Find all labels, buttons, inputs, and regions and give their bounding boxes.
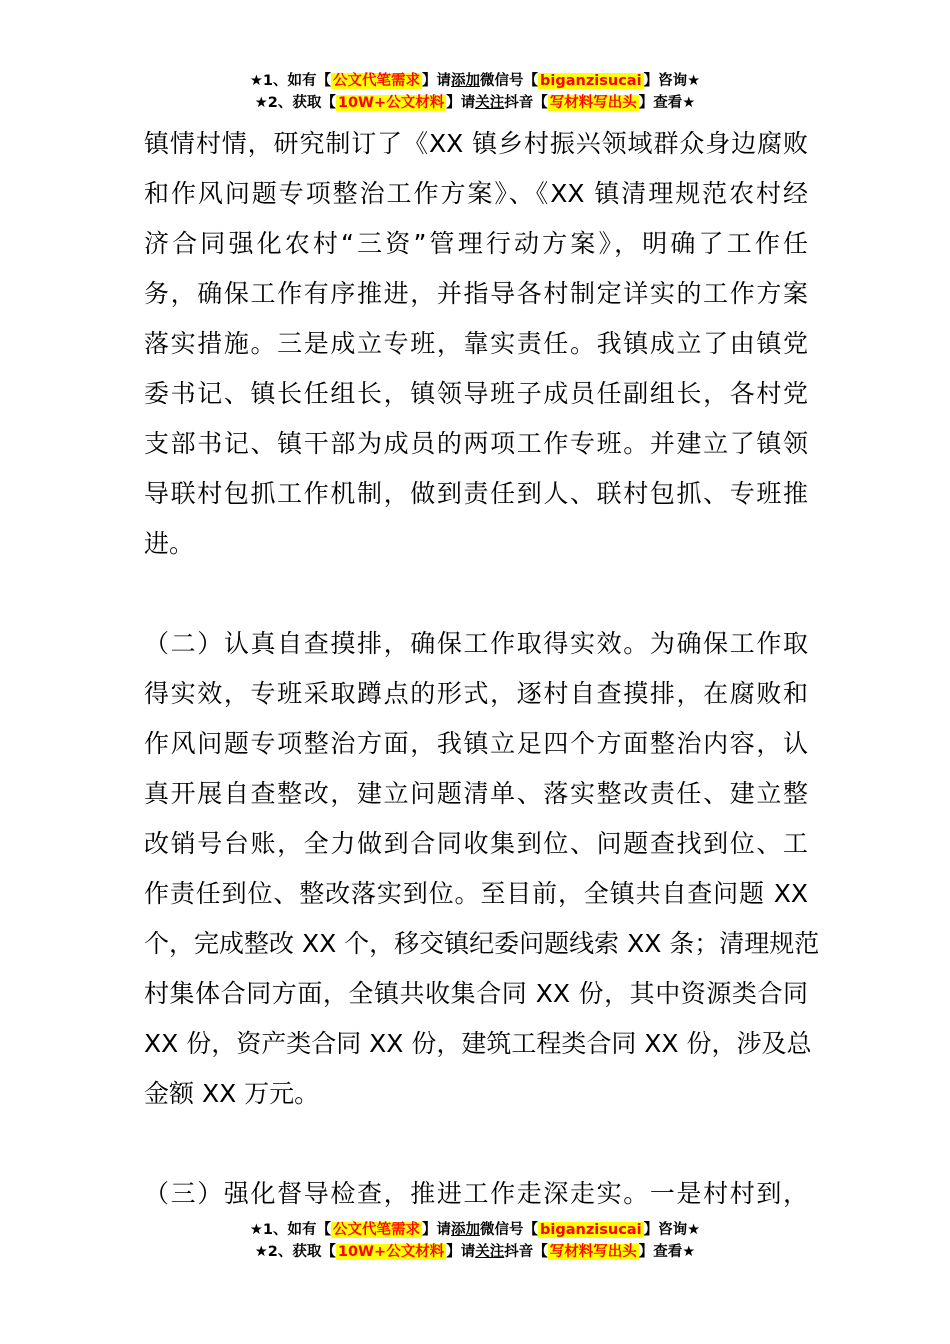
text-line: （二）认真自查摸排，确保工作取得实效。为确保工作取: [144, 629, 808, 658]
text-line: 济合同强化农村“三资”管理行动方案》，明确了工作任: [144, 229, 808, 258]
highlight-wechat-id: biganzisucai: [540, 73, 642, 89]
promo-line-2: ★2、获取【 10W+公文材料 】请关注抖音【 写材料写出头 】查看★: [254, 95, 696, 111]
text-line: 支部书记、镇干部为成员的两项工作专班。并建立了镇领: [144, 429, 808, 458]
text-line: 得实效，专班采取蹲点的形式，逐村自查摸排，在腐败和: [144, 679, 808, 708]
text-line: 真开展自查整改，建立问题清单、落实整改责任、建立整: [144, 779, 808, 808]
bottom-promo-banner: [0, 1219, 950, 1263]
highlight-materials: 10W+公文材料: [337, 1244, 445, 1260]
text-line: 务，确保工作有序推进，并指导各村制定详实的工作方案: [144, 279, 808, 308]
highlight-service: 公文代笔需求: [333, 1222, 421, 1238]
text-line: 和作风问题专项整治工作方案》、《XX 镇清理规范农村经: [144, 179, 808, 208]
text-line: （三）强化督导检查，推进工作走深走实。一是村村到，: [144, 1179, 808, 1208]
highlight-douyin-account: 写材料写出头: [549, 95, 637, 111]
highlight-materials: 10W+公文材料: [337, 95, 445, 111]
text-line: 导联村包抓工作机制，做到责任到人、联村包抓、专班推: [144, 479, 808, 508]
highlight-douyin-account: 写材料写出头: [549, 1244, 637, 1260]
text-line: XX 份，资产类合同 XX 份，建筑工程类合同 XX 份，涉及总: [144, 1029, 812, 1058]
highlight-wechat-id: biganzisucai: [540, 1222, 642, 1238]
text-line: 金额 XX 万元。: [144, 1079, 320, 1108]
text-line: 个，完成整改 XX 个，移交镇纪委问题线索 XX 条；清理规范: [144, 929, 820, 958]
text-line: 村集体合同方面，全镇共收集合同 XX 份，其中资源类合同: [144, 979, 808, 1008]
paragraph-3: [144, 1169, 808, 1219]
text-line: 落实措施。三是成立专班，靠实责任。我镇成立了由镇党: [144, 329, 808, 358]
top-promo-banner: [0, 70, 950, 114]
text-line: 作风问题专项整治方面，我镇立足四个方面整治内容，认: [144, 729, 808, 758]
promo-line-1: ★1、如有【 公文代笔需求 】请添加微信号【 biganzisucai 】咨询★: [249, 73, 701, 89]
highlight-service: 公文代笔需求: [333, 73, 421, 89]
text-line: 镇情村情，研究制订了《XX 镇乡村振兴领域群众身边腐败: [144, 129, 808, 158]
paragraph-2: [144, 619, 820, 1119]
promo-line-2: ★2、获取【 10W+公文材料 】请关注抖音【 写材料写出头 】查看★: [254, 1244, 696, 1260]
text-line: 作责任到位、整改落实到位。至目前，全镇共自查问题 XX: [144, 879, 808, 908]
promo-line-1: ★1、如有【 公文代笔需求 】请添加微信号【 biganzisucai 】咨询★: [249, 1222, 701, 1238]
paragraph-gap: [144, 569, 808, 619]
paragraph-gap: [144, 1119, 808, 1169]
document-body: [144, 119, 820, 1219]
text-line: 改销号台账，全力做到合同收集到位、问题查找到位、工: [144, 829, 808, 858]
paragraph-1: [144, 119, 808, 569]
text-line: 进。: [144, 529, 195, 558]
text-line: 委书记、镇长任组长，镇领导班子成员任副组长，各村党: [144, 379, 808, 408]
